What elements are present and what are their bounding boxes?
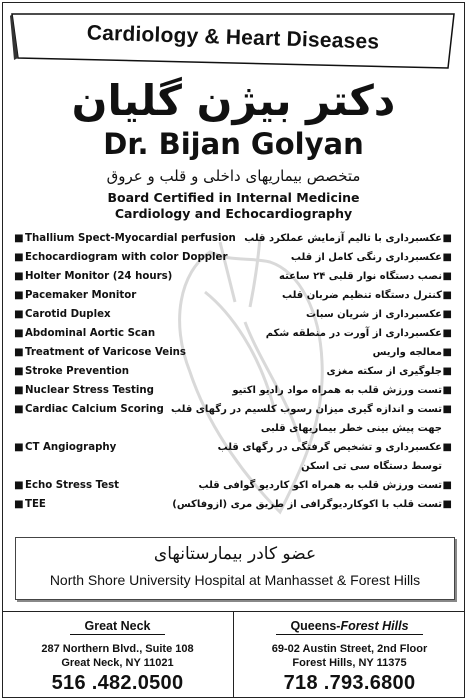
list-item: ■Abdominal Aortic Scan <box>14 328 156 339</box>
list-item: ■تست و اندازه گیری میزان رسوب کلسیم در رگهای قلب <box>171 404 452 415</box>
hospital-name-en: North Shore University Hospital at Manhasset & Forest Hills <box>49 572 421 588</box>
bullet-icon: ■ <box>442 309 452 320</box>
list-item: ■معالجه واریس <box>372 347 452 358</box>
list-item: ■عکسبرداری و تشخیص گرفتگی در رگهای قلب <box>217 442 452 453</box>
bullet-icon: ■ <box>14 499 24 510</box>
bullet-icon: ■ <box>442 499 452 510</box>
bullet-icon: ■ <box>14 290 24 301</box>
list-item: ■Stroke Prevention <box>14 366 130 377</box>
bullet-icon: ■ <box>442 480 452 491</box>
cert-line-1: Board Certified in Internal Medicine <box>107 190 360 205</box>
list-item: ■نصب دستگاه نوار قلبی ۲۴ ساعته <box>279 271 452 282</box>
list-item: ■Echocardiogram with color Doppler <box>14 252 228 263</box>
bullet-icon: ■ <box>442 252 452 263</box>
list-item: ■تست قلب با اکوکاردیوگرافی از طریق مری (ازوفاکس) <box>172 499 452 510</box>
hospital-member-fa: عضو کادر بیمارستانهای <box>153 544 317 564</box>
bullet-icon: ■ <box>14 233 24 244</box>
bullet-icon: ■ <box>442 366 452 377</box>
office-city: Great Neck <box>70 619 164 635</box>
bullet-icon: ■ <box>14 252 24 263</box>
bullet-icon: ■ <box>14 309 24 320</box>
bullet-icon: ■ <box>442 328 452 339</box>
bullet-icon: ■ <box>14 404 24 415</box>
office-forest-hills <box>234 617 465 695</box>
list-item: ■Thallium Spect-Myocardial perfusion <box>14 233 236 244</box>
bullet-icon: ■ <box>14 480 24 491</box>
doctor-name-en: Dr. Bijan Golyan <box>103 127 364 161</box>
bullet-icon: ■ <box>14 347 24 358</box>
list-item: ■TEE <box>14 499 46 510</box>
office-address: 69-02 Austin Street, 2nd Floor Forest Hills, NY 11375 <box>271 643 428 669</box>
bullet-icon: ■ <box>442 404 452 415</box>
list-item: ■کنترل دستگاه تنظیم ضربان قلب <box>282 290 452 301</box>
bullet-icon: ■ <box>442 347 452 358</box>
list-item: ■Nuclear Stress Testing <box>14 385 154 396</box>
bullet-icon: ■ <box>14 328 24 339</box>
banner-title: Cardiology & Heart Diseases <box>86 21 380 54</box>
bullet-icon: ■ <box>14 385 24 396</box>
bullet-icon: ■ <box>14 271 24 282</box>
list-item: ■عکسبرداری از آورت در منطقه شکم <box>265 328 452 339</box>
list-item: ■تست ورزش قلب به همراه مواد رادیو اکتیو <box>232 385 452 396</box>
office-phone: 516 .482.0500 <box>51 672 184 694</box>
list-item: ■تست ورزش قلب به همراه اکو کاردیو گوافی قلب <box>198 480 452 491</box>
bullet-icon: ■ <box>14 366 24 377</box>
hospital-box <box>15 537 455 600</box>
title-banner <box>10 10 456 70</box>
list-item: ■عکسبرداری با تالیم آزمایش عملکرد قلب <box>244 233 452 244</box>
office-phone: 718 .793.6800 <box>283 672 416 694</box>
cert-line-2: Cardiology and Echocardiography <box>114 206 353 221</box>
certification <box>0 190 467 222</box>
bullet-icon: ■ <box>14 442 24 453</box>
list-item-continuation: جهت پیش بینی خطر بیماریهای قلبی <box>260 423 442 434</box>
doctor-name-fa: دکتر بیژن گلیان <box>71 76 396 125</box>
list-item: ■Pacemaker Monitor <box>14 290 137 301</box>
office-great-neck <box>2 617 233 695</box>
list-item: ■CT Angiography <box>14 442 117 453</box>
bullet-icon: ■ <box>442 290 452 301</box>
specialty-fa: متخصص بیماریهای داخلی و قلب و عروق <box>106 167 361 185</box>
bullet-icon: ■ <box>442 233 452 244</box>
list-item: ■عکسبرداری از شریان سبات <box>305 309 452 320</box>
bullet-icon: ■ <box>442 442 452 453</box>
list-item: ■Cardiac Calcium Scoring <box>14 404 164 415</box>
list-item: ■Treatment of Varicose Veins <box>14 347 186 358</box>
list-item: ■Carotid Duplex <box>14 309 111 320</box>
bullet-icon: ■ <box>442 271 452 282</box>
office-city: Queens-Forest Hills <box>276 619 422 635</box>
list-item-continuation: توسط دستگاه سی تی اسکن <box>301 461 442 472</box>
bullet-icon: ■ <box>442 385 452 396</box>
list-item: ■Holter Monitor (24 hours) <box>14 271 173 282</box>
office-address: 287 Northern Blvd., Suite 108 Great Neck, NY 11021 <box>41 643 194 669</box>
list-item: ■Echo Stress Test <box>14 480 120 491</box>
list-item: ■جلوگیری از سکته مغزی <box>326 366 452 377</box>
list-item: ■عکسبرداری رنگی کامل از قلب <box>290 252 452 263</box>
